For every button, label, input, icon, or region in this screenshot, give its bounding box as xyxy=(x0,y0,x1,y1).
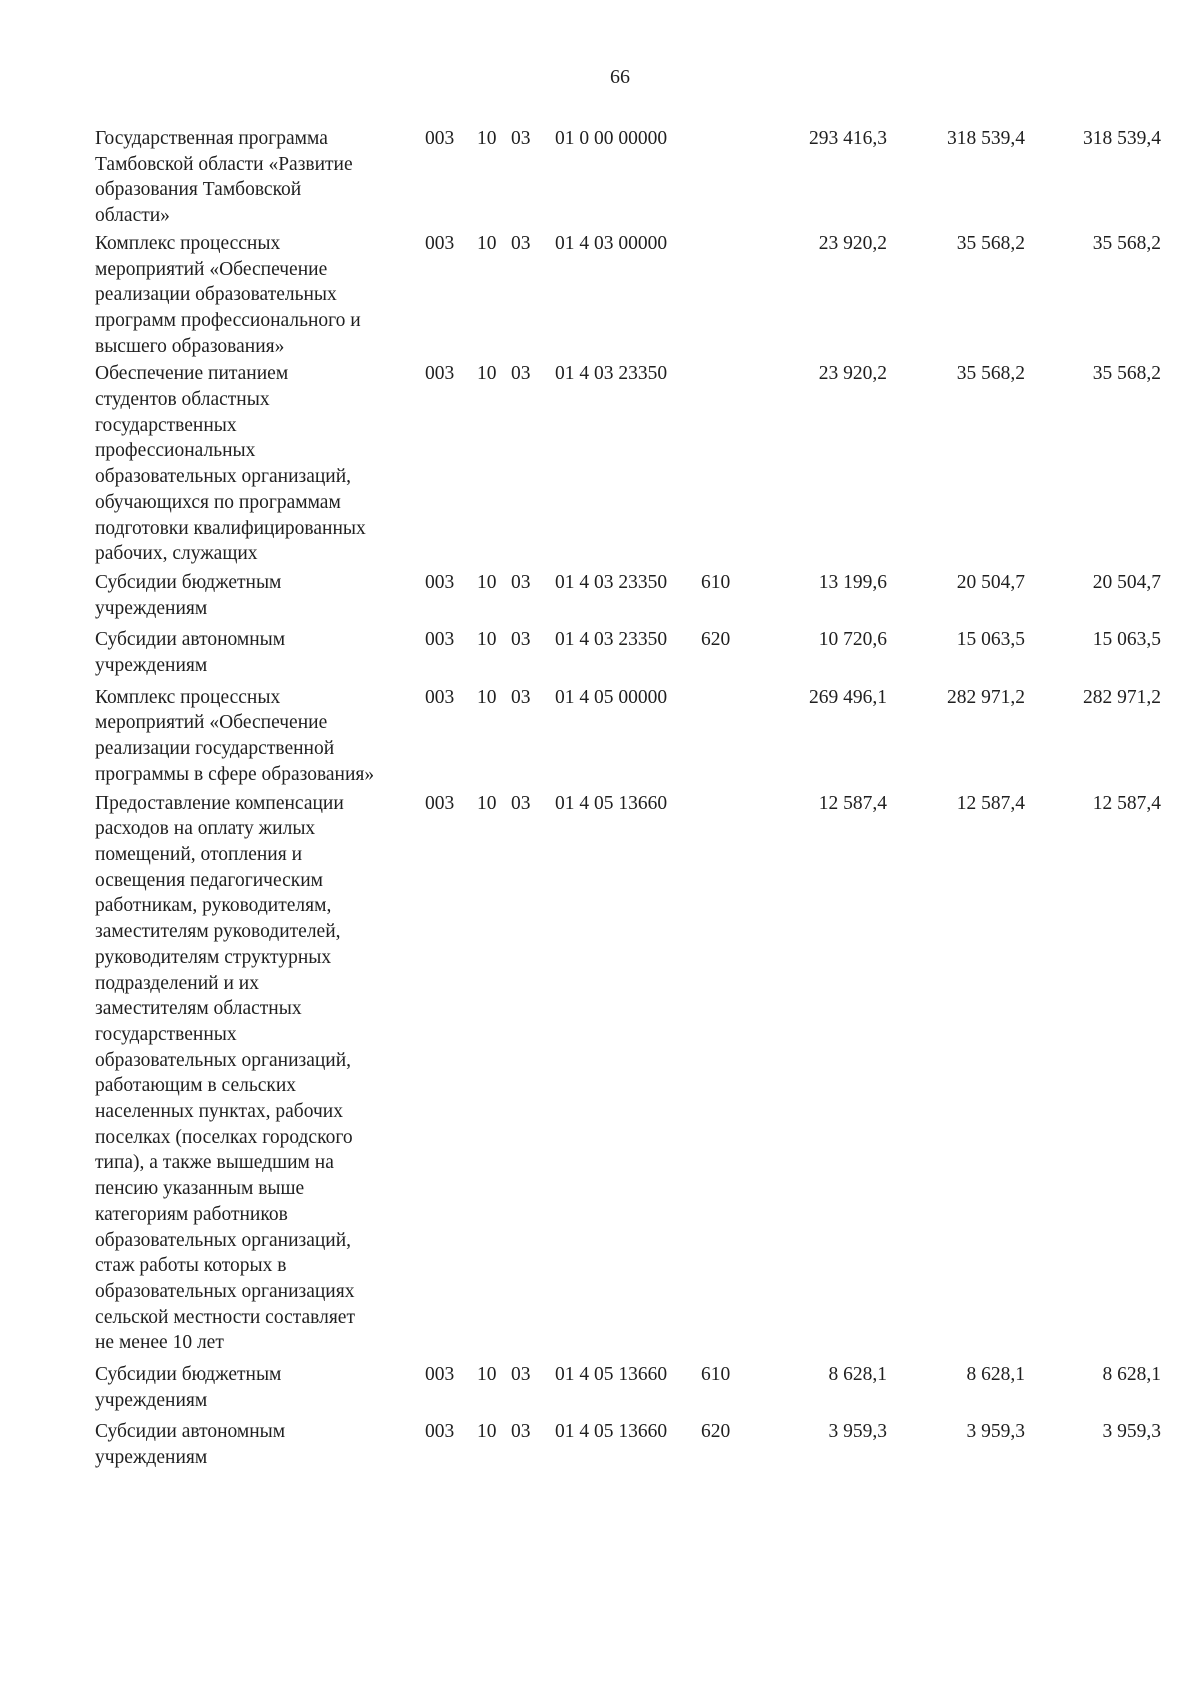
row-name: Субсидии автономным учреждениям xyxy=(95,629,286,677)
row-year1: 10 720,6 xyxy=(818,629,887,651)
page-number: 66 xyxy=(610,66,630,88)
row-year3: 35 568,2 xyxy=(1092,363,1161,385)
row-name: Субсидии бюджетным учреждениям xyxy=(95,1364,282,1411)
row-section: 10 xyxy=(477,1364,497,1386)
row-target: 01 4 05 13660 xyxy=(555,1421,668,1443)
row-name: Обеспечение питанием студентов областных государственных профессиональных образовательных организаций, обучающихся по программам подготовки квалифицированных рабочих, служащих xyxy=(95,363,366,565)
row-year2: 12 587,4 xyxy=(956,792,1025,814)
row-year3: 318 539,4 xyxy=(1083,128,1161,149)
row-name: Субсидии бюджетным учреждениям xyxy=(95,571,282,619)
table-row xyxy=(95,231,1165,360)
row-ministry: 003 xyxy=(425,1364,455,1386)
row-year2: 282 971,2 xyxy=(947,686,1025,708)
table-row xyxy=(95,627,1165,678)
row-section: 10 xyxy=(477,128,497,149)
row-subsection: 03 xyxy=(511,1364,531,1386)
table-row xyxy=(95,126,1165,229)
row-name: Комплекс процессных мероприятий «Обеспечение реализации государственной программы в сфере образования» xyxy=(95,686,375,785)
table-row xyxy=(95,1362,1165,1413)
row-target: 01 4 05 13660 xyxy=(555,792,668,814)
row-year1: 12 587,4 xyxy=(818,792,887,814)
row-year1: 269 496,1 xyxy=(809,686,887,708)
row-year2: 15 063,5 xyxy=(956,629,1025,651)
row-year3: 35 568,2 xyxy=(1092,232,1161,254)
row-year1: 23 920,2 xyxy=(818,363,887,385)
row-expense-type: 620 xyxy=(701,629,731,651)
row-section: 10 xyxy=(477,686,497,708)
row-subsection: 03 xyxy=(511,232,531,254)
row-ministry: 003 xyxy=(425,1421,455,1443)
row-section: 10 xyxy=(477,571,497,593)
row-target: 01 4 03 23350 xyxy=(555,363,668,385)
row-subsection: 03 xyxy=(511,363,531,385)
row-target: 01 0 00 00000 xyxy=(555,128,668,149)
row-target: 01 4 05 00000 xyxy=(555,686,668,708)
row-year1: 8 628,1 xyxy=(828,1364,887,1386)
row-target: 01 4 03 23350 xyxy=(555,571,668,593)
row-subsection: 03 xyxy=(511,629,531,651)
row-expense-type: 610 xyxy=(701,1364,731,1386)
row-name: Предоставление компенсации расходов на оплату жилых помещений, отопления и освещения педагогическим работникам, руководителям, заместителям руководителей, руководителям структурных подразделений и их заместителям областных государственных образовательных организаций, работающим в сельских населенных пунктах, рабочих поселках (поселках городского типа), а также вышедшим на пенсию указанным выше категориям работников образовательных организаций, стаж работы которых в образовательных организациях сельской местности составляет не менее 10 лет xyxy=(95,792,355,1354)
row-target: 01 4 03 23350 xyxy=(555,629,668,651)
row-year2: 3 959,3 xyxy=(966,1421,1025,1443)
row-target: 01 4 03 00000 xyxy=(555,232,668,254)
table-row xyxy=(95,791,1165,1356)
table-row xyxy=(95,361,1165,567)
row-year3: 8 628,1 xyxy=(1102,1364,1161,1386)
row-expense-type: 620 xyxy=(701,1421,731,1443)
row-year2: 35 568,2 xyxy=(956,363,1025,385)
row-ministry: 003 xyxy=(425,686,455,708)
row-ministry: 003 xyxy=(425,363,455,385)
row-subsection: 03 xyxy=(511,1421,531,1443)
row-year3: 20 504,7 xyxy=(1092,571,1161,593)
row-ministry: 003 xyxy=(425,792,455,814)
table-row xyxy=(95,1419,1165,1470)
row-year2: 20 504,7 xyxy=(956,571,1025,593)
row-year3: 3 959,3 xyxy=(1102,1421,1161,1443)
row-section: 10 xyxy=(477,629,497,651)
table-row xyxy=(95,570,1165,621)
row-year2: 8 628,1 xyxy=(966,1364,1025,1386)
row-section: 10 xyxy=(477,232,497,254)
row-section: 10 xyxy=(477,1421,497,1443)
row-year1: 13 199,6 xyxy=(818,571,887,593)
row-target: 01 4 05 13660 xyxy=(555,1364,668,1386)
row-year2: 318 539,4 xyxy=(947,128,1025,149)
budget-table xyxy=(95,126,1165,1471)
row-ministry: 003 xyxy=(425,232,455,254)
row-year1: 23 920,2 xyxy=(818,232,887,254)
row-year1: 293 416,3 xyxy=(809,128,887,149)
row-name: Государственная программа Тамбовской области «Развитие образования Тамбовской области» xyxy=(95,128,353,227)
row-year1: 3 959,3 xyxy=(828,1421,887,1443)
row-year3: 282 971,2 xyxy=(1083,686,1161,708)
row-ministry: 003 xyxy=(425,629,455,651)
row-subsection: 03 xyxy=(511,686,531,708)
row-ministry: 003 xyxy=(425,571,455,593)
row-section: 10 xyxy=(477,792,497,814)
row-name: Комплекс процессных мероприятий «Обеспечение реализации образовательных программ профессионального и высшего образования» xyxy=(95,232,361,357)
row-subsection: 03 xyxy=(511,571,531,593)
row-name: Субсидии автономным учреждениям xyxy=(95,1421,286,1469)
row-ministry: 003 xyxy=(425,128,455,149)
row-subsection: 03 xyxy=(511,792,531,814)
row-year3: 12 587,4 xyxy=(1092,792,1161,814)
row-year3: 15 063,5 xyxy=(1092,629,1161,651)
row-section: 10 xyxy=(477,363,497,385)
table-row xyxy=(95,685,1165,788)
row-expense-type: 610 xyxy=(701,571,731,593)
row-year2: 35 568,2 xyxy=(956,232,1025,254)
row-subsection: 03 xyxy=(511,128,531,149)
